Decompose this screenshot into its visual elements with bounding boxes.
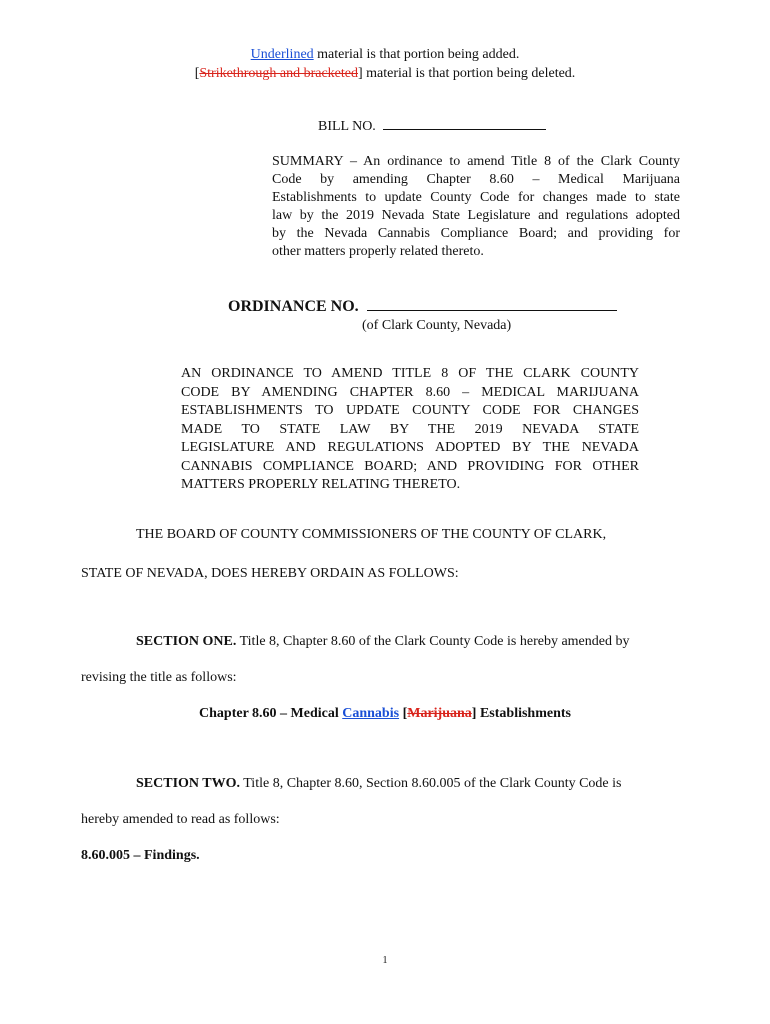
- summary-line: by the Nevada Cannabis Compliance Board; and providing for: [272, 226, 680, 241]
- section-two: [136, 776, 622, 792]
- title-line: MADE TO STATE LAW BY THE 2019 NEVADA STATE: [181, 421, 639, 437]
- chapter-title-deleted: Marijuana: [407, 706, 472, 721]
- summary-line: Code by amending Chapter 8.60 – Medical Marijuana: [272, 172, 680, 187]
- ordinance-label: ORDINANCE NO.: [228, 298, 359, 315]
- title-line: ESTABLISHMENTS TO UPDATE COUNTY CODE FOR CHANGES: [181, 403, 639, 418]
- ordinance-number-blank: [367, 310, 617, 311]
- title-line: CANNABIS COMPLIANCE BOARD; AND PROVIDING FOR OTHER: [181, 458, 639, 474]
- chapter-title-prefix: Chapter 8.60 – Medical: [199, 706, 343, 721]
- enacting-clause-line1: THE BOARD OF COUNTY COMMISSIONERS OF THE COUNTY OF CLARK,: [136, 527, 607, 542]
- title-line: AN ORDINANCE TO AMEND TITLE 8 OF THE CLARK COUNTY: [181, 366, 639, 381]
- chapter-title: [0, 706, 770, 722]
- legend-deleted: [0, 66, 770, 82]
- chapter-title-added: Cannabis: [342, 706, 400, 721]
- title-line: MATTERS PROPERLY RELATING THERETO.: [181, 477, 461, 492]
- section-one-text-cont: revising the title as follows:: [81, 670, 237, 685]
- summary: [272, 153, 680, 261]
- legend-open-bracket: [: [194, 66, 200, 81]
- legend-added: [0, 47, 770, 63]
- legend-deleted-rest: ] material is that portion being deleted.: [357, 66, 576, 81]
- bill-number: [318, 119, 546, 135]
- ordinance-number: [228, 298, 617, 316]
- bill-label: BILL NO.: [318, 119, 376, 134]
- section-two-text-cont: hereby amended to read as follows:: [81, 812, 280, 827]
- chapter-title-suffix: ] Establishments: [471, 706, 571, 721]
- section-one-text: Title 8, Chapter 8.60 of the Clark County Code is hereby amended by: [236, 634, 630, 649]
- section-two-heading: SECTION TWO.: [136, 776, 240, 791]
- legend-added-rest: material is that portion being added.: [313, 47, 520, 62]
- ordinance-title-block: [181, 365, 639, 495]
- section-one-heading: SECTION ONE.: [136, 634, 237, 649]
- ordinance-subtitle: (of Clark County, Nevada): [362, 318, 512, 333]
- section-two-text: Title 8, Chapter 8.60, Section 8.60.005 of the Clark County Code is: [240, 776, 622, 791]
- findings-heading: 8.60.005 – Findings.: [81, 848, 200, 863]
- summary-line: law by the 2019 Nevada State Legislature and regulations adopted: [272, 208, 680, 223]
- summary-line: Establishments to update County Code for changes made to state: [272, 190, 680, 205]
- legend-strikethrough-text: Strikethrough and bracketed: [199, 66, 358, 81]
- legend-underlined-text: Underlined: [250, 47, 314, 62]
- summary-line: SUMMARY – An ordinance to amend Title 8 of the Clark County: [272, 154, 680, 169]
- title-line: CODE BY AMENDING CHAPTER 8.60 – MEDICAL MARIJUANA: [181, 384, 639, 400]
- section-one: [136, 634, 629, 650]
- summary-line: other matters properly related thereto.: [272, 244, 484, 259]
- bill-number-blank: [383, 129, 546, 130]
- page-number: 1: [382, 955, 388, 966]
- chapter-title-open-bracket: [: [399, 706, 408, 721]
- title-line: LEGISLATURE AND REGULATIONS ADOPTED BY THE NEVADA: [181, 440, 639, 455]
- enacting-clause-line2: STATE OF NEVADA, DOES HEREBY ORDAIN AS FOLLOWS:: [81, 566, 459, 581]
